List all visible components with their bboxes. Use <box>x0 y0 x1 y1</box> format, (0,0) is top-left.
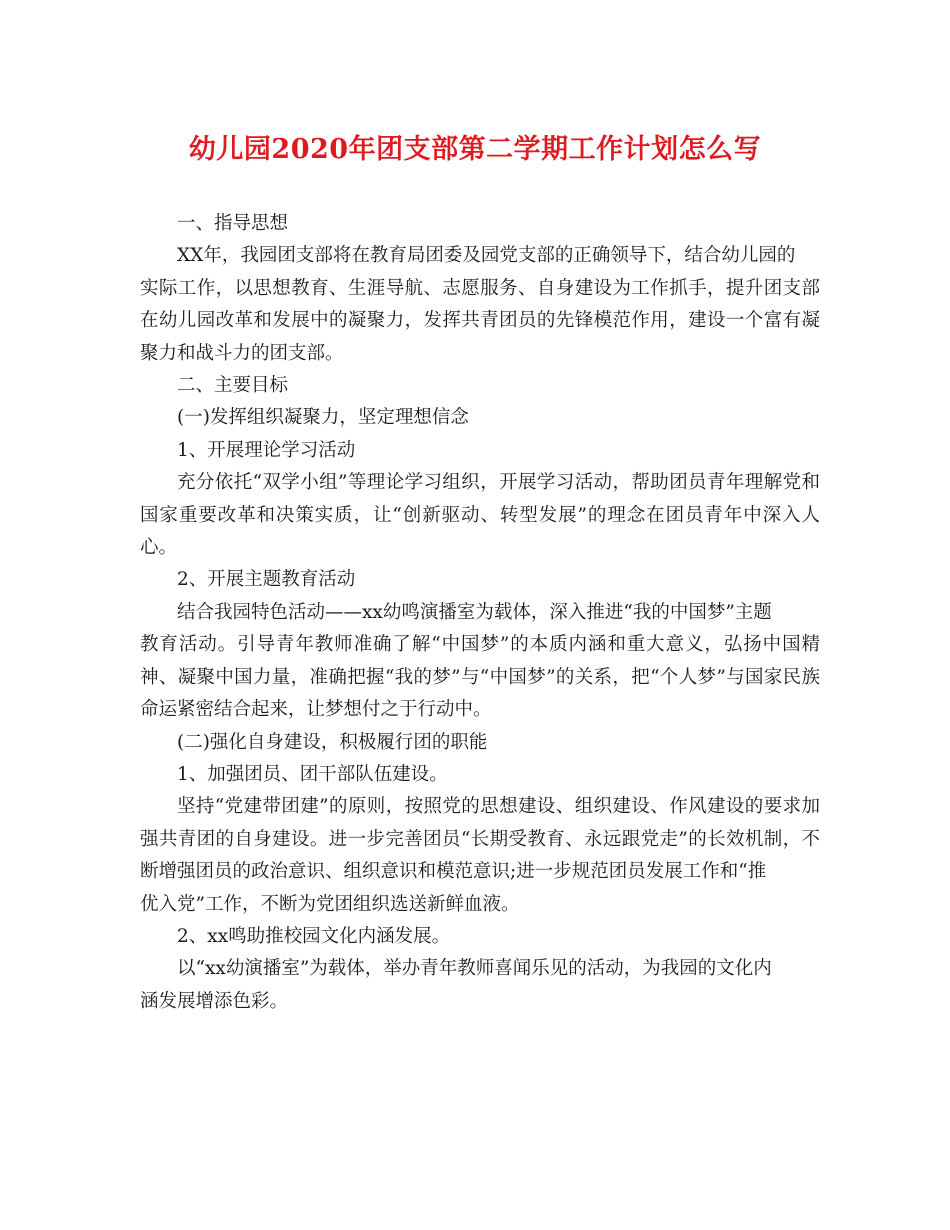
paragraph-text: 坚持“党建带团建”的原则，按照党的思想建设、组织建设、作风建设的要求加强共青团的自身建设。进一步完善团员“长期受教育、永远跟党走”的长效机制，不断增强团员的政治意识、组织意识和模范意识;进一步规范团员发展工作和“推 <box>140 796 820 883</box>
subheading-text: (一)发挥组织凝聚力，坚定理想信念 <box>177 407 469 429</box>
subheading-text: 1、开展理论学习活动 <box>177 439 356 461</box>
paragraph-text: 涵发展增添色彩。 <box>140 990 289 1012</box>
subheading-text: 2、开展主题教育活动 <box>177 569 356 591</box>
document-body <box>140 208 820 1018</box>
paragraph-text: 教育活动。引导青年教师准确了解“中国梦”的本质内涵和重大意义，弘扬中国精神、凝聚中国力量，准确把握“我的梦”与“中国梦”的关系，把“个人梦”与国家民族命运紧密结合起来，让梦想付之于行动中。 <box>140 634 820 721</box>
paragraph-text: 结合我园特色活动——xx幼鸣演播室为载体，深入推进“我的中国梦”主题 <box>177 601 772 623</box>
subheading-text: (二)强化自身建设，积极履行团的职能 <box>177 731 488 753</box>
paragraph-text: 以“xx幼演播室”为载体，举办青年教师喜闻乐见的活动，为我园的文化内 <box>177 958 772 980</box>
heading-guiding-ideology: 一、指导思想 <box>177 213 289 234</box>
heading-main-goals: 二、主要目标 <box>177 375 289 397</box>
subheading-text: 2、xx鸣助推校园文化内涵发展。 <box>177 925 451 947</box>
paragraph-text: XX年，我园团支部将在教育局团委及园党支部的正确领导下，结合幼儿园的 <box>177 245 796 267</box>
paragraph-text: 优入党”工作，不断为党团组织选送新鲜血液。 <box>140 893 520 915</box>
paragraph-text: 实际工作，以思想教育、生涯导航、志愿服务、自身建设为工作抓手，提升团支部在幼儿园改革和发展中的凝聚力，发挥共青团员的先锋模范作用，建设一个富有凝聚力和战斗力的团支部。 <box>140 277 820 364</box>
subheading-text: 1、加强团员、团干部队伍建设。 <box>177 763 448 785</box>
document-title: 幼儿园2020年团支部第二学期工作计划怎么写 <box>188 134 762 165</box>
paragraph-text: 充分依托“双学小组”等理论学习组织，开展学习活动，帮助团员青年理解党和国家重要改革和决策实质，让“创新驱动、转型发展”的理念在团员青年中深入人心。 <box>140 472 820 559</box>
